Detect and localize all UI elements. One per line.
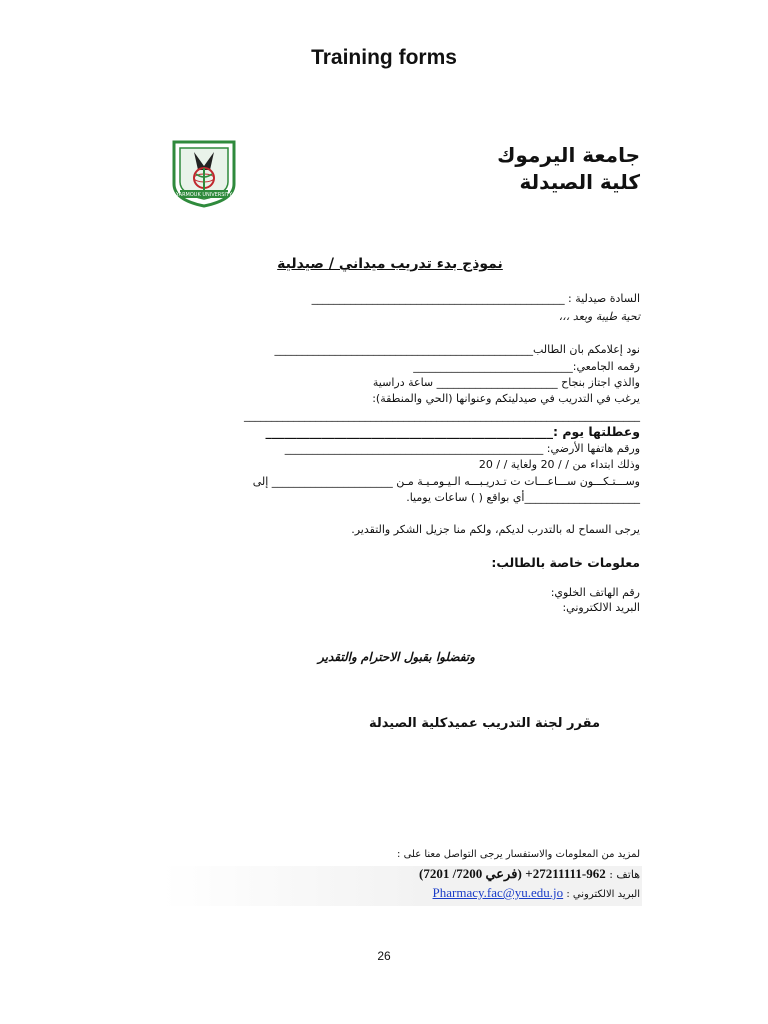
credit-hours-line: والذي اجتاز بنجاح ______________________ ساعة دراسية xyxy=(372,376,640,389)
university-name: جامعة اليرموك xyxy=(497,143,640,167)
email-field-line: البريد الالكتروني: xyxy=(562,601,640,614)
request-line: يرجى السماح له بالتدرب لديكم، ولكم منا جزيل الشكر والتقدير. xyxy=(351,523,640,536)
email-label: البريد الالكتروني : xyxy=(566,889,640,900)
closing-text: وتفضلوا بقبول الاحترام والتقدير xyxy=(318,650,475,664)
contact-intro: لمزيد من المعلومات والاستفسار يرجى التواصل معنا على : xyxy=(397,849,640,860)
landline-line: ورقم هاتفها الأرضي: _______________________________________________ xyxy=(284,442,640,455)
hours-per-day-line: _____________________أي بواقع ( ) ساعات يوميا. xyxy=(406,491,640,504)
greeting-line: تحية طيبة وبعد ،،، xyxy=(558,310,640,323)
holiday-line: وعطلتها يوم :______________________________________________ xyxy=(265,424,640,439)
phone-extension: (فرعي 7200/ 7201) xyxy=(419,866,522,881)
address-blank-line: ________________________________________________________________________ xyxy=(244,409,640,422)
date-range-line: وذلك ابتداء من / / 20 ولغاية / / 20 xyxy=(478,458,640,471)
contact-email xyxy=(433,885,640,901)
committee-signature: مقرر لجنة التدريب عميدكلية الصيدلة xyxy=(369,716,600,731)
page-number: 26 xyxy=(377,949,391,963)
pharmacy-address-line: يرغب في التدريب في صيدليتكم وعنوانها (الحي والمنطقة): xyxy=(372,392,640,405)
mobile-line: رقم الهاتف الخلوي: xyxy=(550,586,640,599)
email-link[interactable]: Pharmacy.fac@yu.edu.jo xyxy=(432,885,564,900)
university-header xyxy=(497,142,640,196)
form-title: نموذج بدء تدريب ميداني / صيدلية xyxy=(277,256,503,272)
student-name-line: نود إعلامكم بان الطالب_______________________________________________ xyxy=(274,343,640,356)
university-logo xyxy=(166,134,242,208)
recipient-line: السادة صيدلية : ______________________________________________ xyxy=(311,292,640,305)
contact-phone xyxy=(419,866,640,882)
faculty-name: كلية الصيدلة xyxy=(519,170,640,194)
student-id-line: رقمه الجامعي:_____________________________ xyxy=(413,360,640,373)
student-info-heading: معلومات خاصة بالطالب: xyxy=(491,555,640,570)
page-title: Training forms xyxy=(311,46,457,69)
daily-hours-line: وســـتـكـــون ســـاعـــات ت تـدريـبـــه الـيـومـيـة مـن ______________________ إلى xyxy=(252,475,640,488)
phone-number: 962-27211111+ xyxy=(525,866,606,881)
phone-label: هاتف : xyxy=(609,868,640,881)
logo-text-en: YARMOUK UNIVERSITY xyxy=(175,192,233,198)
